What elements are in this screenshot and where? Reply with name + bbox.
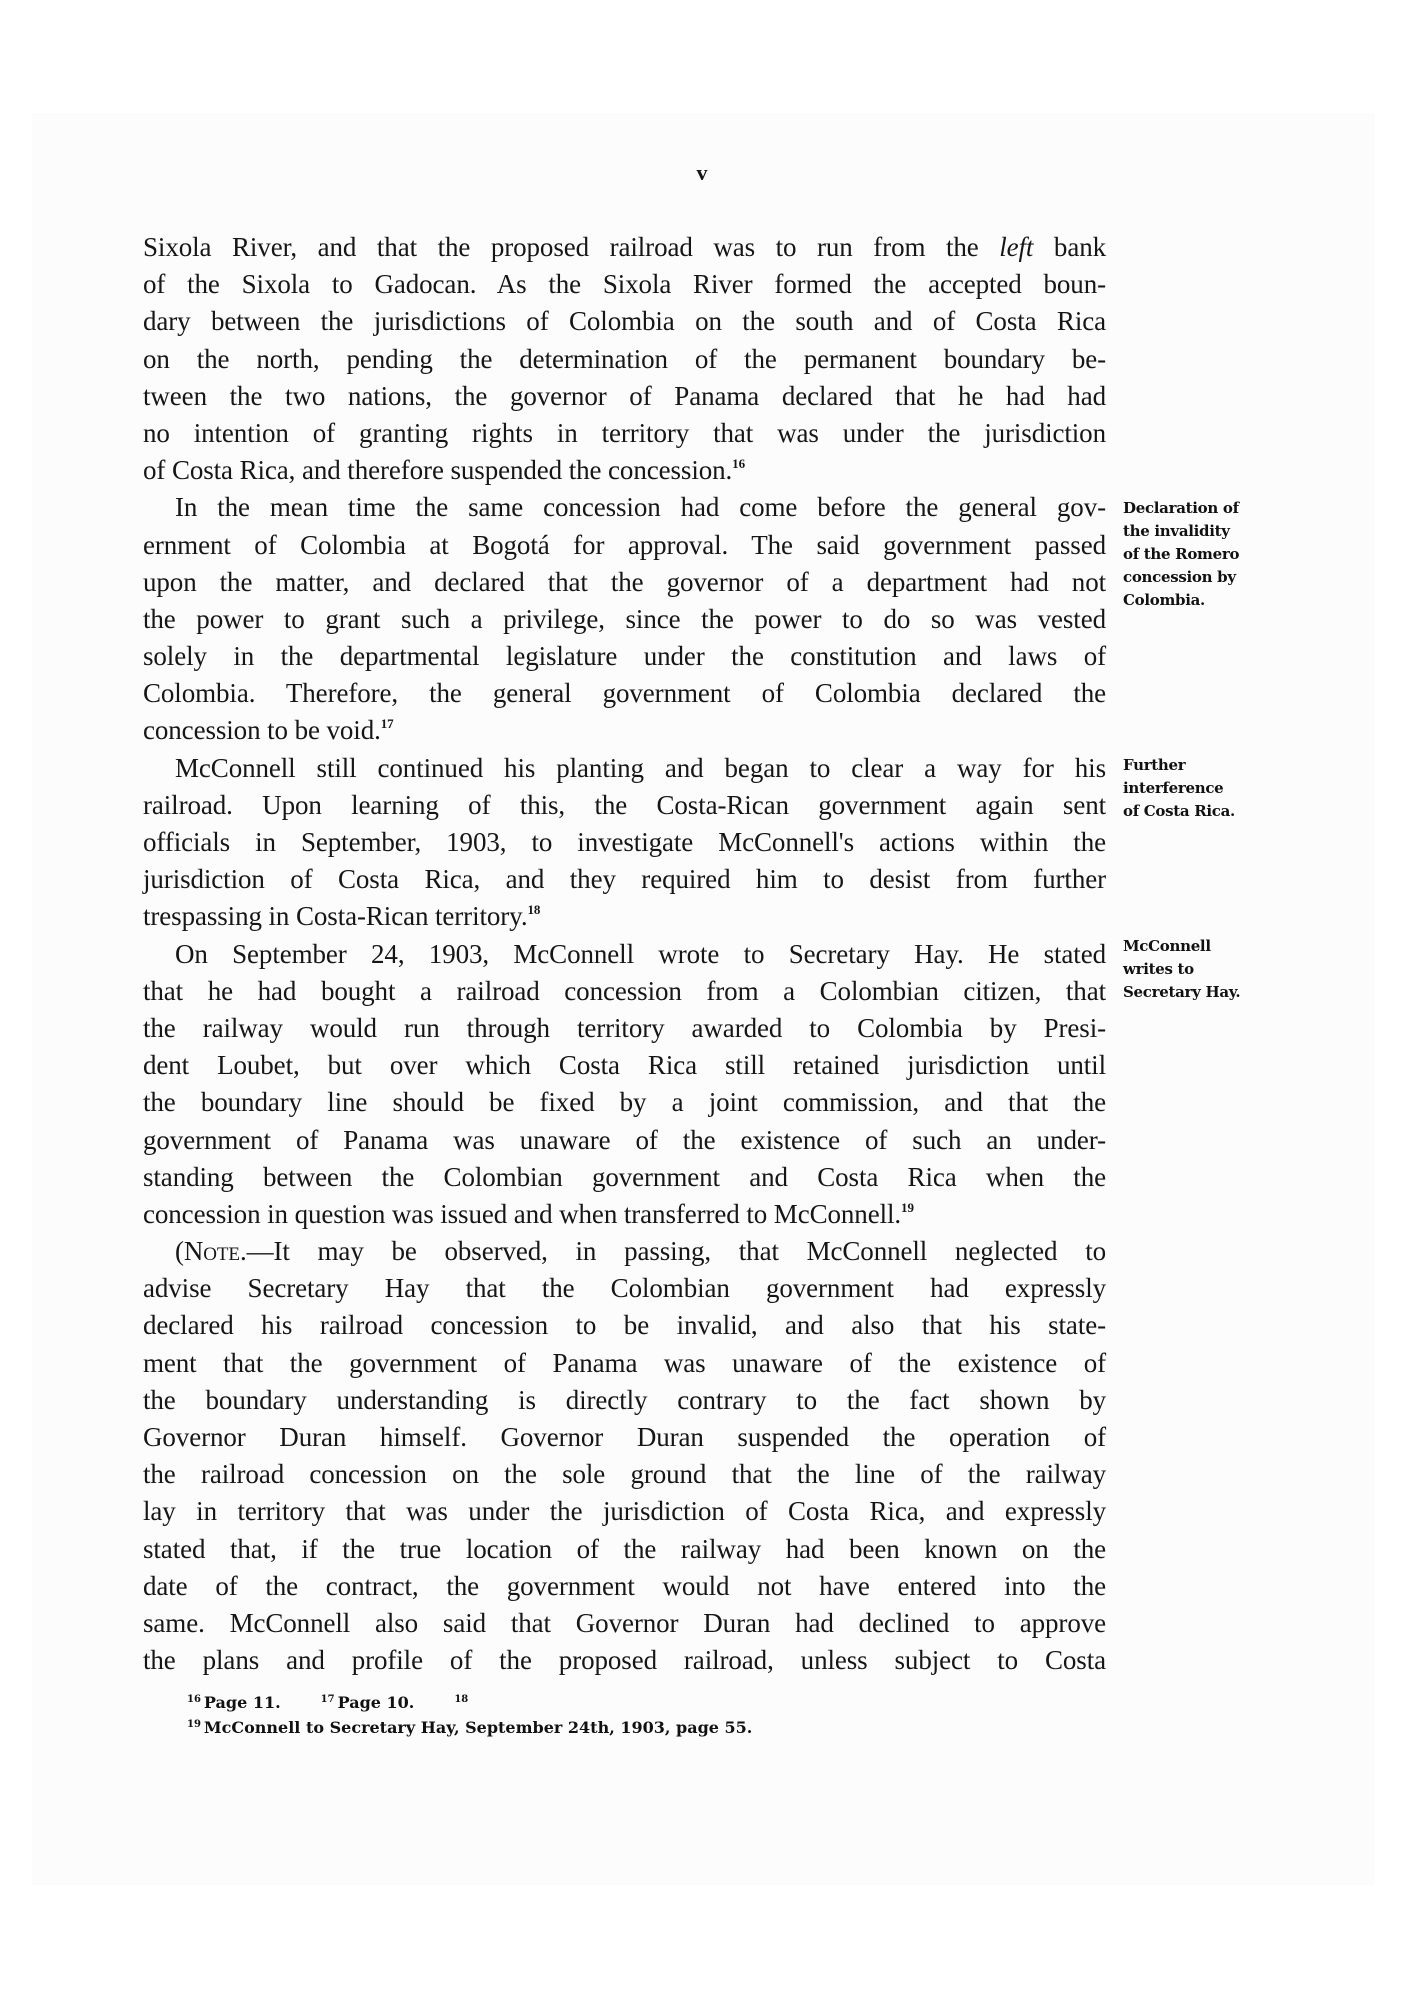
text-segment: same. McConnell also said that Governor Duran had declined to approve: [143, 1607, 1106, 1638]
page-number: v: [696, 160, 708, 185]
footnote-number: 19: [187, 1719, 201, 1730]
text-line: [143, 341, 1106, 378]
text-line: [143, 824, 1106, 861]
margin-note: [1123, 497, 1239, 612]
text-line: [143, 1531, 1106, 1568]
text-segment: dent Loubet, but over which Costa Rica still retained jurisdiction until: [143, 1050, 1106, 1081]
text-line: [143, 1456, 1106, 1493]
text-segment: trespassing in Costa-Rican territory.: [143, 901, 528, 932]
text-segment: the railroad concession on the sole ground that the line of the railway: [143, 1459, 1106, 1490]
text-line: [143, 787, 1106, 824]
text-line: [143, 1270, 1106, 1307]
text-segment: dary between the jurisdictions of Colombia on the south and of Costa Rica: [143, 306, 1106, 337]
text-segment: that he had bought a railroad concession from a Colombian citizen, that: [143, 975, 1106, 1006]
text-segment: government of Panama was unaware of the existence of such an under-: [143, 1124, 1106, 1155]
text-line: [143, 1493, 1106, 1530]
text-line: [143, 266, 1106, 303]
text-segment: ment that the government of Panama was unaware of the existence of: [143, 1347, 1106, 1378]
text-line: [143, 1605, 1106, 1642]
text-line: [143, 489, 1106, 526]
text-line: [143, 378, 1106, 415]
text-segment: ernment of Colombia at Bogotá for approval. The said government passed: [143, 529, 1106, 560]
text-line: [143, 1159, 1106, 1196]
text-line: [143, 750, 1106, 787]
text-line: [143, 638, 1106, 675]
text-segment: upon the matter, and declared that the governor of a department had not: [143, 566, 1106, 597]
text-line: [143, 898, 1106, 935]
text-segment: In the mean time the same concession had come before the general gov-: [175, 492, 1106, 523]
text-segment: the power to grant such a privilege, since the power to do so was vested: [143, 603, 1106, 634]
text-line: [143, 303, 1106, 340]
footnote-number: 18: [454, 1694, 469, 1705]
text-segment: Colombia. Therefore, the general government of Colombia declared the: [143, 678, 1106, 709]
text-line: [143, 1122, 1106, 1159]
text-segment: railroad. Upon learning of this, the Costa-Rican government again sent: [143, 789, 1106, 820]
margin-note: [1123, 754, 1235, 823]
text-segment: lay in territory that was under the jurisdiction of Costa Rica, and expressly: [143, 1496, 1106, 1527]
text-line: [143, 527, 1106, 564]
text-segment: the boundary understanding is directly contrary to the fact shown by: [143, 1384, 1106, 1415]
footnote-ref: 17: [380, 716, 394, 732]
text-segment: bank: [1033, 232, 1106, 262]
text-segment: of the Sixola to Gadocan. As the Sixola River formed the accepted boun-: [143, 269, 1106, 300]
footnote-number: 17: [320, 1694, 335, 1705]
text-segment: standing between the Colombian government and Costa Rica when the: [143, 1161, 1106, 1192]
margin-note-line: writes to: [1123, 960, 1194, 978]
text-line: [143, 936, 1106, 973]
footnote-number: 16: [187, 1694, 201, 1705]
footnote-ref: 16: [732, 456, 745, 472]
margin-note-line: concession by: [1123, 568, 1236, 586]
text-segment: On September 24, 1903, McConnell wrote to Secretary Hay. He stated: [175, 938, 1106, 969]
text-line: [143, 973, 1106, 1010]
margin-note-line: Further: [1123, 756, 1186, 774]
text-segment: of Costa Rica, and therefore suspended the concession.: [143, 455, 733, 486]
margin-note: [1123, 935, 1240, 1004]
text-segment: date of the contract, the government would not have entered into the: [143, 1570, 1106, 1601]
text-line: [143, 601, 1106, 638]
text-line: [143, 1382, 1106, 1419]
text-segment: the boundary line should be fixed by a joint commission, and that the: [143, 1087, 1106, 1118]
text-segment: .—It may be observed, in passing, that McConnell neglected to: [239, 1236, 1106, 1267]
text-segment: advise Secretary Hay that the Colombian government had expressly: [143, 1273, 1106, 1304]
margin-note-line: Colombia.: [1123, 591, 1205, 609]
text-line: [143, 1047, 1106, 1084]
text-line: [143, 452, 1106, 489]
text-segment: Sixola River, and that the proposed railroad was to run from the: [143, 232, 1000, 262]
text-segment: no intention of granting rights in territory that was under the jurisdiction: [143, 417, 1106, 448]
text-line: [143, 1345, 1106, 1382]
text-segment: the railway would run through territory awarded to Colombia by Presi-: [143, 1012, 1106, 1043]
text-line: [143, 1196, 1106, 1233]
text-segment: the plans and profile of the proposed railroad, unless subject to Costa: [143, 1645, 1106, 1676]
text-segment: concession to be void.: [143, 715, 381, 746]
footnotes: [187, 1690, 752, 1740]
text-line: [143, 861, 1106, 898]
text-line: [143, 1010, 1106, 1047]
margin-note-line: interference: [1123, 779, 1224, 797]
text-segment: left: [999, 232, 1034, 262]
margin-note-line: the invalidity: [1123, 522, 1230, 540]
text-line: [143, 1568, 1106, 1605]
text-segment: officials in September, 1903, to investigate McConnell's actions within the: [143, 827, 1106, 857]
margin-note-line: Declaration of: [1123, 499, 1239, 517]
text-line: [143, 712, 1106, 749]
margin-note-line: McConnell: [1123, 937, 1211, 955]
text-segment: McConnell still continued his planting and began to clear a way for his: [175, 752, 1106, 783]
text-segment: tween the two nations, the governor of Panama declared that he had had: [143, 380, 1106, 411]
footnote-row: [187, 1690, 752, 1715]
text-segment: (: [175, 1236, 184, 1267]
text-line: [143, 1642, 1106, 1679]
footnote-ref: 18: [527, 902, 541, 918]
footnote-text: Page 11.: [203, 1693, 281, 1712]
footnote-text: McConnell to Secretary Hay, September 24th, 1903, page 55.: [203, 1718, 753, 1737]
text-line: [143, 415, 1106, 452]
text-line: [143, 229, 1106, 266]
text-segment: stated that, if the true location of the railway had been known on the: [143, 1533, 1106, 1564]
text-line: [143, 675, 1106, 712]
footnote-row: [187, 1715, 752, 1740]
margin-note-line: of Costa Rica.: [1123, 802, 1235, 820]
margin-note-line: of the Romero: [1123, 545, 1240, 563]
text-segment: Governor Duran himself. Governor Duran suspended the operation of: [143, 1422, 1106, 1452]
text-segment: concession in question was issued and when transferred to McConnell.: [143, 1198, 902, 1229]
text-segment: declared his railroad concession to be invalid, and also that his state-: [143, 1310, 1106, 1341]
body-text: [143, 229, 1106, 1679]
footnote-text: Page 10.: [337, 1693, 415, 1712]
text-line: [143, 564, 1106, 601]
text-segment: jurisdiction of Costa Rica, and they required him to desist from further: [143, 864, 1106, 895]
text-line: [143, 1307, 1106, 1344]
text-segment: Note: [183, 1236, 240, 1267]
margin-note-line: Secretary Hay.: [1123, 983, 1241, 1001]
text-segment: solely in the departmental legislature under the constitution and laws of: [143, 641, 1106, 672]
footnote-ref: 19: [901, 1199, 914, 1215]
text-line: [143, 1419, 1106, 1456]
text-line: [143, 1084, 1106, 1121]
text-line: [143, 1233, 1106, 1270]
text-segment: on the north, pending the determination of the permanent boundary be-: [143, 343, 1106, 374]
